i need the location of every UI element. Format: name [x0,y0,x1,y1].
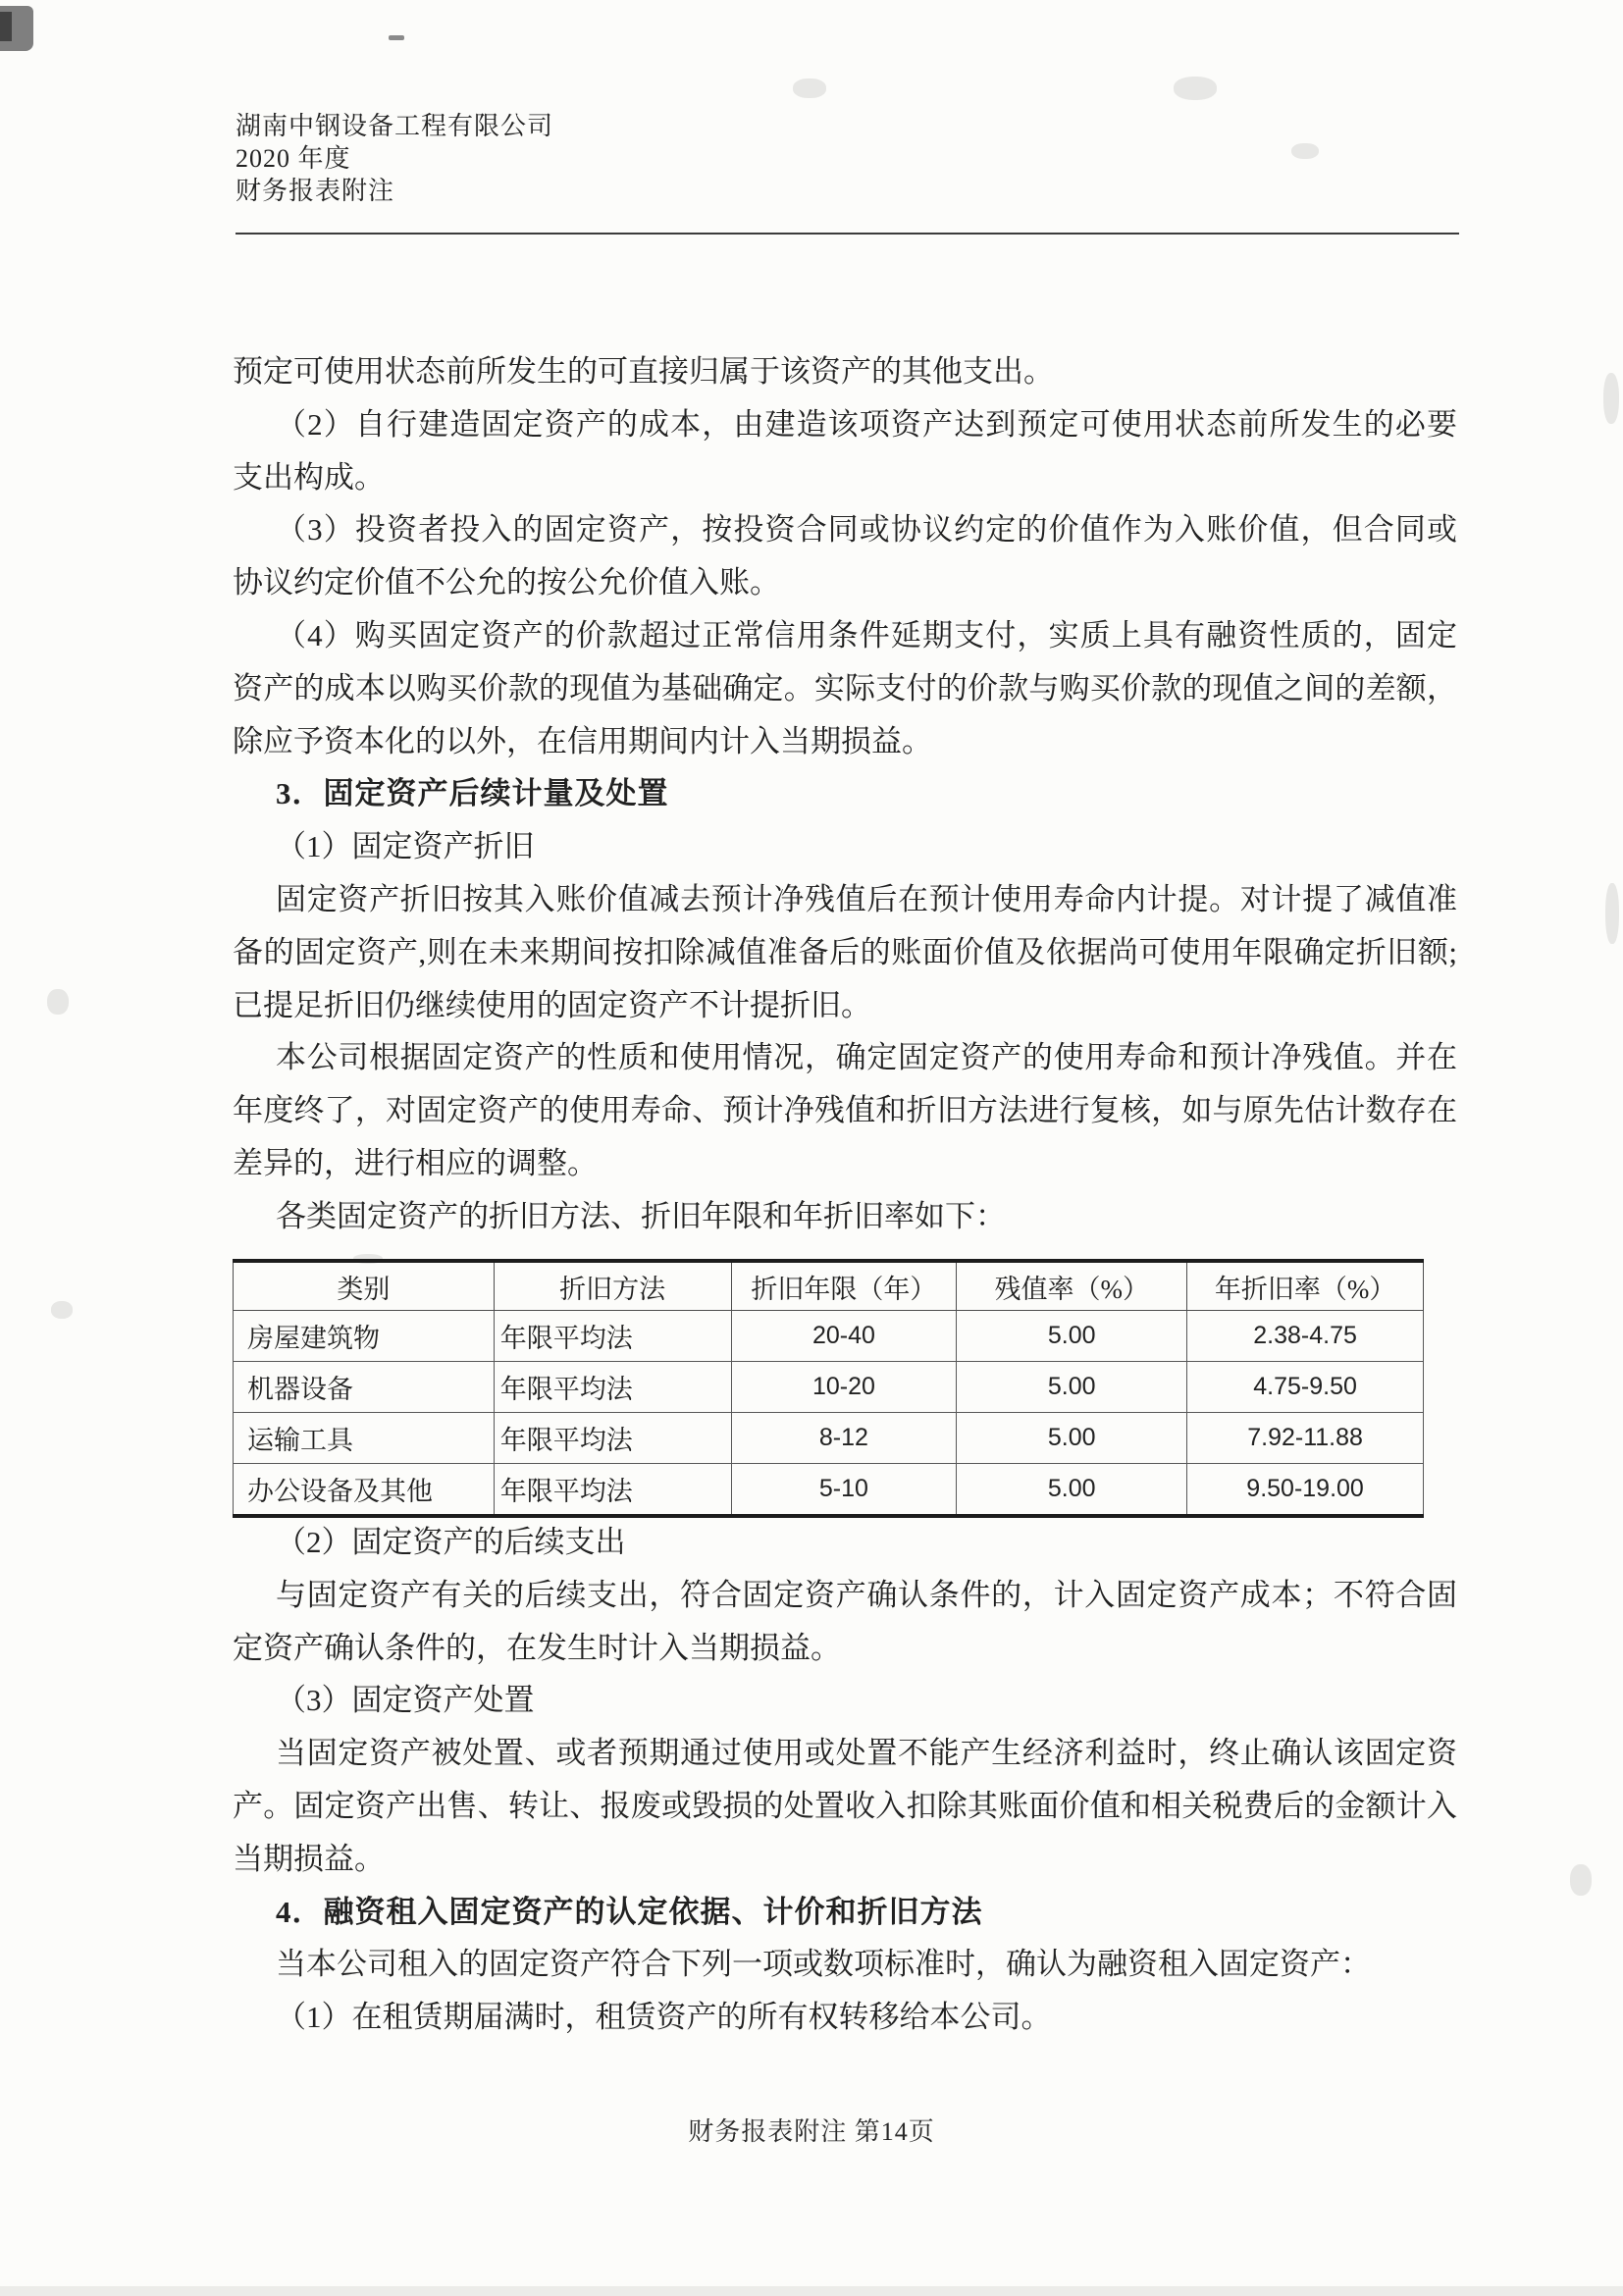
cell-residual: 5.00 [957,1362,1187,1413]
cell-method: 年限平均法 [494,1464,731,1517]
body-line: 定资产确认条件的，在发生时计入当期损益。 [233,1630,841,1665]
cell-category: 房屋建筑物 [234,1311,495,1362]
body-line: 固定资产折旧按其入账价值减去预计净残值后在预计使用寿命内计提。对计提了减值准 [276,881,1457,916]
body-line: 与固定资产有关的后续支出，符合固定资产确认条件的，计入固定资产成本；不符合固 [276,1577,1457,1612]
table-row [234,1362,1424,1413]
cell-life: 5-10 [731,1464,957,1517]
cell-category: 运输工具 [234,1413,495,1464]
cell-method: 年限平均法 [494,1311,731,1362]
col-header-depreciation-rate: 年折旧率（%） [1187,1261,1424,1311]
cell-residual: 5.00 [957,1413,1187,1464]
scan-edge-shadow [0,2286,1623,2296]
header-rule [236,233,1459,235]
table-row [234,1464,1424,1517]
body-text-block-2 [233,1516,1457,2044]
body-line: 预定可使用状态前所发生的可直接归属于该资产的其他支出。 [233,354,1054,389]
cell-method: 年限平均法 [494,1413,731,1464]
body-line: 备的固定资产,则在未来期间按扣除减值准备后的账面价值及依据尚可使用年限确定折旧额; [233,934,1457,969]
body-line: （2）固定资产的后续支出 [276,1525,626,1559]
body-line: 支出构成。 [233,459,385,495]
scan-dash-artifact [389,35,404,40]
body-line: （2）自行建造固定资产的成本，由建造该项资产达到预定可使用状态前所发生的必要 [276,406,1457,442]
scan-smudge [1174,77,1217,100]
cell-life: 20-40 [731,1311,957,1362]
body-line: （1）在租赁期届满时，租赁资产的所有权转移给本公司。 [276,2000,1052,2035]
cell-life: 10-20 [731,1362,957,1413]
body-line: （3）固定资产处置 [276,1683,535,1718]
section-heading: 4．融资租入固定资产的认定依据、计价和折旧方法 [276,1894,983,1929]
scan-smudge [47,989,69,1015]
body-line: 当固定资产被处置、或者预期通过使用或处置不能产生经济利益时，终止确认该固定资 [276,1736,1457,1771]
body-line: 差异的，进行相应的调整。 [233,1145,598,1180]
company-name: 湖南中钢设备工程有限公司 [236,112,554,140]
scan-smudge [1570,1864,1592,1896]
col-header-useful-life: 折旧年限（年） [731,1261,957,1311]
table-row [234,1311,1424,1362]
body-line: 已提足折旧仍继续使用的固定资产不计提折旧。 [233,987,871,1022]
col-header-method: 折旧方法 [494,1261,731,1311]
page-header [236,110,553,207]
col-header-residual-rate: 残值率（%） [957,1261,1187,1311]
body-line: 当本公司租入的固定资产符合下列一项或数项标准时，确认为融资租入固定资产： [276,1947,1371,1982]
body-line: 产。固定资产出售、转让、报废或毁损的处置收入扣除其账面价值和相关税费后的金额计入 [233,1788,1457,1823]
body-line: 各类固定资产的折旧方法、折旧年限和年折旧率如下： [276,1198,1006,1233]
body-line: （3）投资者投入的固定资产，按投资合同或协议约定的价值作为入账价值，但合同或 [276,512,1457,548]
scan-smudge [51,1301,73,1319]
cell-life: 8-12 [731,1413,957,1464]
page-footer [0,2112,1623,2148]
body-text-block-1 [233,345,1457,1243]
body-line: 本公司根据固定资产的性质和使用情况，确定固定资产的使用寿命和预计净残值。并在 [276,1040,1457,1075]
cell-category: 机器设备 [234,1362,495,1413]
depreciation-table [233,1259,1424,1518]
body-line: 资产的成本以购买价款的现值为基础确定。实际支付的价款与购买价款的现值之间的差额， [233,670,1457,705]
cell-rate: 2.38-4.75 [1187,1311,1424,1362]
scan-smudge [1291,143,1319,159]
footer-page-label: 财务报表附注 第14页 [688,2117,935,2146]
cell-rate: 4.75-9.50 [1187,1362,1424,1413]
col-header-category: 类别 [234,1261,495,1311]
cell-rate: 7.92-11.88 [1187,1413,1424,1464]
scan-smudge [1603,373,1619,424]
scan-corner-mark [0,12,12,41]
report-period: 2020 年度 [236,144,351,173]
body-line: 协议约定价值不公允的按公允价值入账。 [233,565,780,600]
document-title: 财务报表附注 [236,177,395,205]
cell-residual: 5.00 [957,1464,1187,1517]
cell-residual: 5.00 [957,1311,1187,1362]
body-line: （4）购买固定资产的价款超过正常信用条件延期支付，实质上具有融资性质的，固定 [276,617,1457,652]
cell-method: 年限平均法 [494,1362,731,1413]
section-heading: 3．固定资产后续计量及处置 [276,776,669,811]
table-header-row [234,1261,1424,1311]
body-line: 年度终了，对固定资产的使用寿命、预计净残值和折旧方法进行复核，如与原先估计数存在 [233,1093,1457,1128]
cell-rate: 9.50-19.00 [1187,1464,1424,1517]
scan-smudge [793,78,826,98]
scan-smudge [1605,883,1619,944]
body-line: （1）固定资产折旧 [276,829,535,864]
scan-corner-mark [0,6,33,51]
body-line: 除应予资本化的以外，在信用期间内计入当期损益。 [233,723,932,758]
table-row [234,1413,1424,1464]
cell-category: 办公设备及其他 [234,1464,495,1517]
body-line: 当期损益。 [233,1841,385,1876]
